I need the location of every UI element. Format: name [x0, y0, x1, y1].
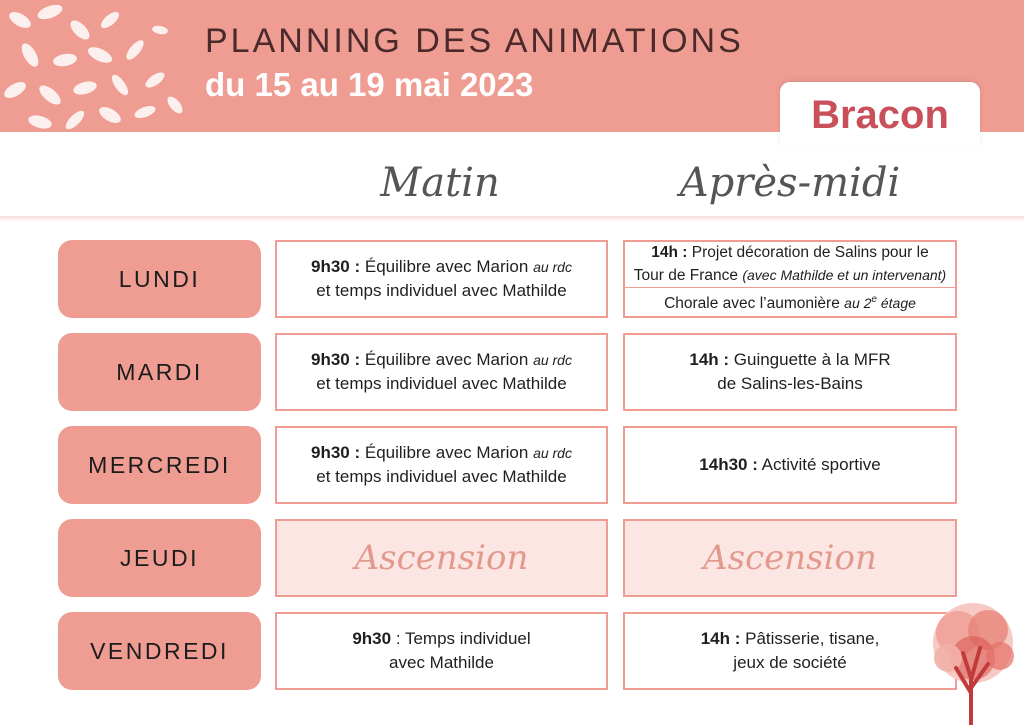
day-label-wednesday: MERCREDI	[58, 426, 261, 504]
activity-line2: Tour de France	[633, 267, 743, 284]
column-header-afternoon: Après-midi	[679, 160, 901, 206]
activity: Pâtisserie, tisane,	[740, 629, 880, 648]
cell-tuesday-afternoon	[623, 333, 957, 411]
time: 9h30 :	[311, 443, 361, 462]
cell-thursday-morning	[275, 519, 608, 597]
participants-note: (avec Mathilde et un intervenant)	[742, 267, 947, 283]
cell-line	[311, 348, 572, 372]
cell-wednesday-morning	[275, 426, 608, 504]
activity: Activité sportive	[757, 455, 881, 474]
activity-bottom	[625, 288, 955, 316]
site-badge	[780, 82, 980, 148]
split-cell	[625, 242, 955, 316]
superscript: e	[871, 294, 877, 305]
cell-friday-morning	[275, 612, 608, 690]
day-label-friday: VENDREDI	[58, 612, 261, 690]
activity: : Temps individuel	[391, 629, 531, 648]
activity-line2: avec Mathilde	[389, 653, 494, 672]
location-note: au rdc	[533, 352, 572, 368]
cell-monday-afternoon	[623, 240, 957, 318]
cell-monday-morning	[275, 240, 608, 318]
activity-line2: et temps individuel avec Mathilde	[316, 374, 567, 393]
cell-line	[311, 441, 572, 465]
cell-line	[701, 627, 880, 651]
time: 9h30 :	[311, 350, 361, 369]
time: 14h :	[689, 350, 730, 369]
time: 9h30	[352, 629, 392, 648]
activity-line2: de Salins-les-Bains	[717, 374, 863, 393]
cell-thursday-afternoon	[623, 519, 957, 597]
time: 14h :	[651, 244, 688, 261]
location-note: au rdc	[533, 259, 572, 275]
cell-line	[311, 255, 572, 279]
day-label-thursday: JEUDI	[58, 519, 261, 597]
day-label-tuesday: MARDI	[58, 333, 261, 411]
cell-line	[352, 627, 530, 651]
time: 9h30 :	[311, 257, 361, 276]
cell-line	[651, 242, 928, 264]
location-note: au rdc	[533, 445, 572, 461]
activity: Chorale avec l’aumonière	[664, 295, 845, 313]
activity: Équilibre avec Marion	[360, 443, 534, 462]
cell-tuesday-morning	[275, 333, 608, 411]
cell-friday-afternoon	[623, 612, 957, 690]
leaf-cluster-decoration-icon	[0, 0, 200, 132]
cell-line	[664, 288, 916, 316]
cell-wednesday-afternoon	[623, 426, 957, 504]
activity-top	[625, 242, 955, 288]
activity: Guinguette à la MFR	[729, 350, 891, 369]
time: 14h :	[700, 629, 741, 648]
activity-line2: et temps individuel avec Mathilde	[316, 281, 567, 300]
activity: Équilibre avec Marion	[360, 350, 534, 369]
location-note: au 2	[844, 295, 872, 312]
day-label-monday: LUNDI	[58, 240, 261, 318]
holiday-label: Ascension	[703, 538, 877, 578]
cell-line	[689, 348, 890, 372]
header-divider	[0, 216, 1024, 222]
activity: Projet décoration de Salins pour le	[687, 244, 929, 261]
holiday-label: Ascension	[354, 538, 529, 578]
date-range: du 15 au 19 mai 2023	[205, 66, 534, 103]
page-title: PLANNING DES ANIMATIONS	[205, 22, 744, 60]
location-note-end: étage	[876, 295, 916, 312]
time: 14h30 :	[699, 455, 758, 474]
cell-line	[634, 264, 946, 287]
activity: Équilibre avec Marion	[360, 257, 534, 276]
site-name: Bracon	[811, 92, 949, 137]
tree-illustration-icon	[918, 598, 1024, 725]
column-header-morning: Matin	[380, 160, 500, 206]
activity-line2: et temps individuel avec Mathilde	[316, 467, 567, 486]
cell-line	[699, 453, 880, 477]
activity-line2: jeux de société	[733, 653, 847, 672]
